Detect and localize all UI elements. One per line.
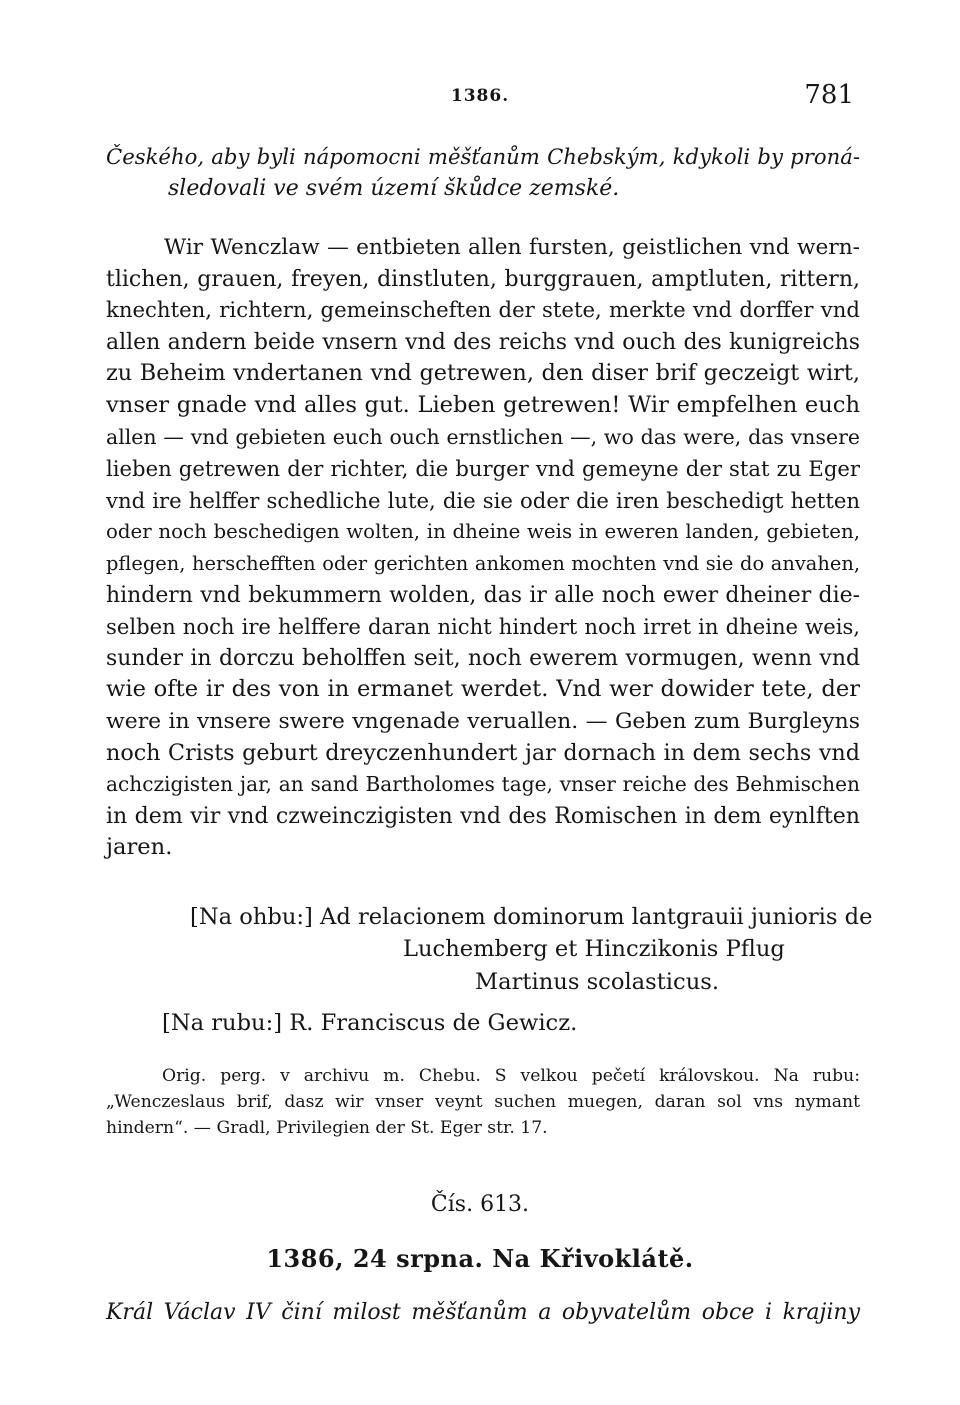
note-line: Orig. perg. v archivu m. Chebu. S velkou pečetí královskou. Na rubu:: [162, 1066, 860, 1086]
text-line: zu Beheim vndertanen vnd getrewen, den diser brif geczeigt wirt,: [106, 360, 860, 387]
text-line: vnd ire helffer schedliche lute, die sie oder die iren beschedigt hetten: [106, 487, 860, 513]
text-line: lieben getrewen der richter, die burger vnd gemeyne der stat zu Eger: [106, 456, 860, 482]
margin-annotation: [Na rubu:] R. Franciscus de Gewicz.: [162, 1010, 578, 1036]
verso-annotation-line: Martinus scolasticus.: [475, 969, 720, 995]
text-line: jaren.: [106, 834, 173, 861]
text-line: sunder in dorczu beholffen seit, noch ewerem vormugen, wenn vnd: [106, 645, 860, 671]
text-line: were in vnsere swere vngenade veruallen. — Geben zum Burgleyns: [106, 708, 860, 734]
text-line: in dem vir vnd czweinczigisten vnd des Romischen in dem eynlften: [106, 803, 860, 829]
text-line: wie ofte ir des von in ermanet werdet. Vnd wer dowider tete, der: [106, 676, 860, 703]
entry-date-place: 1386, 24 srpna. Na Křivoklátě.: [266, 1244, 694, 1273]
text-line: Wir Wenczlaw — entbieten allen fursten, geistlichen vnd wern-: [164, 235, 860, 260]
source-note: [106, 1063, 860, 1141]
summary-line: sledovali ve svém území škůdce zemské.: [168, 175, 620, 201]
charter-text: [106, 232, 860, 864]
text-line: allen andern beide vnsern vnd des reichs vnd ouch des kunigreichs: [106, 329, 860, 355]
text-line: pflegen, herschefften oder gerichten ankomen mochten vnd sie do anvahen,: [106, 551, 860, 575]
note-line: hindern“. — Gradl, Privilegien der St. Eger str. 17.: [106, 1118, 548, 1138]
previous-entry-summary: [106, 140, 860, 203]
entry-number: Čís. 613.: [430, 1192, 530, 1217]
page-number: 781: [804, 80, 854, 110]
text-line: achczigisten jar, an sand Bartholomes tage, vnser reiche des Behmischen: [106, 772, 860, 797]
summary-line: Českého, aby byli nápomocni měšťanům Chebským, kdykoli by proná-: [106, 144, 860, 169]
next-entry-summary: [106, 1296, 860, 1328]
verso-annotation-line: [Na ohbu:] Ad relacionem dominorum lantgrauii junioris de: [190, 904, 873, 930]
running-header-year: 1386.: [450, 86, 510, 106]
text-line: hindern vnd bekummern wolden, das ir alle noch ewer dheiner die-: [106, 582, 860, 608]
summary-line: Král Václav IV činí milost měšťanům a obyvatelům obce i krajiny: [106, 1300, 860, 1325]
text-line: tlichen, grauen, freyen, dinstluten, burggrauen, amptluten, rittern,: [106, 266, 860, 292]
text-line: noch Crists geburt dreyczenhundert jar dornach in dem sechs vnd: [106, 739, 860, 766]
text-line: allen — vnd gebieten euch ouch ernstlichen —, wo das were, das vnsere: [106, 424, 860, 449]
text-line: oder noch beschedigen wolten, in dheine weis in eweren landen, gebieten,: [106, 520, 860, 544]
text-line: selben noch ire helffere daran nicht hindert noch irret in dheine weis,: [106, 614, 860, 640]
note-line: „Wenczeslaus brif, dasz wir vnser veynt suchen muegen, daran sol vns nymant: [106, 1092, 860, 1112]
verso-annotation-line: Luchemberg et Hinczikonis Pflug: [403, 936, 785, 962]
text-line: knechten, richtern, gemeinscheften der stete, merkte vnd dorffer vnd: [106, 298, 860, 324]
text-line: vnser gnade vnd alles gut. Lieben getrewen! Wir empfelhen euch: [106, 391, 860, 418]
